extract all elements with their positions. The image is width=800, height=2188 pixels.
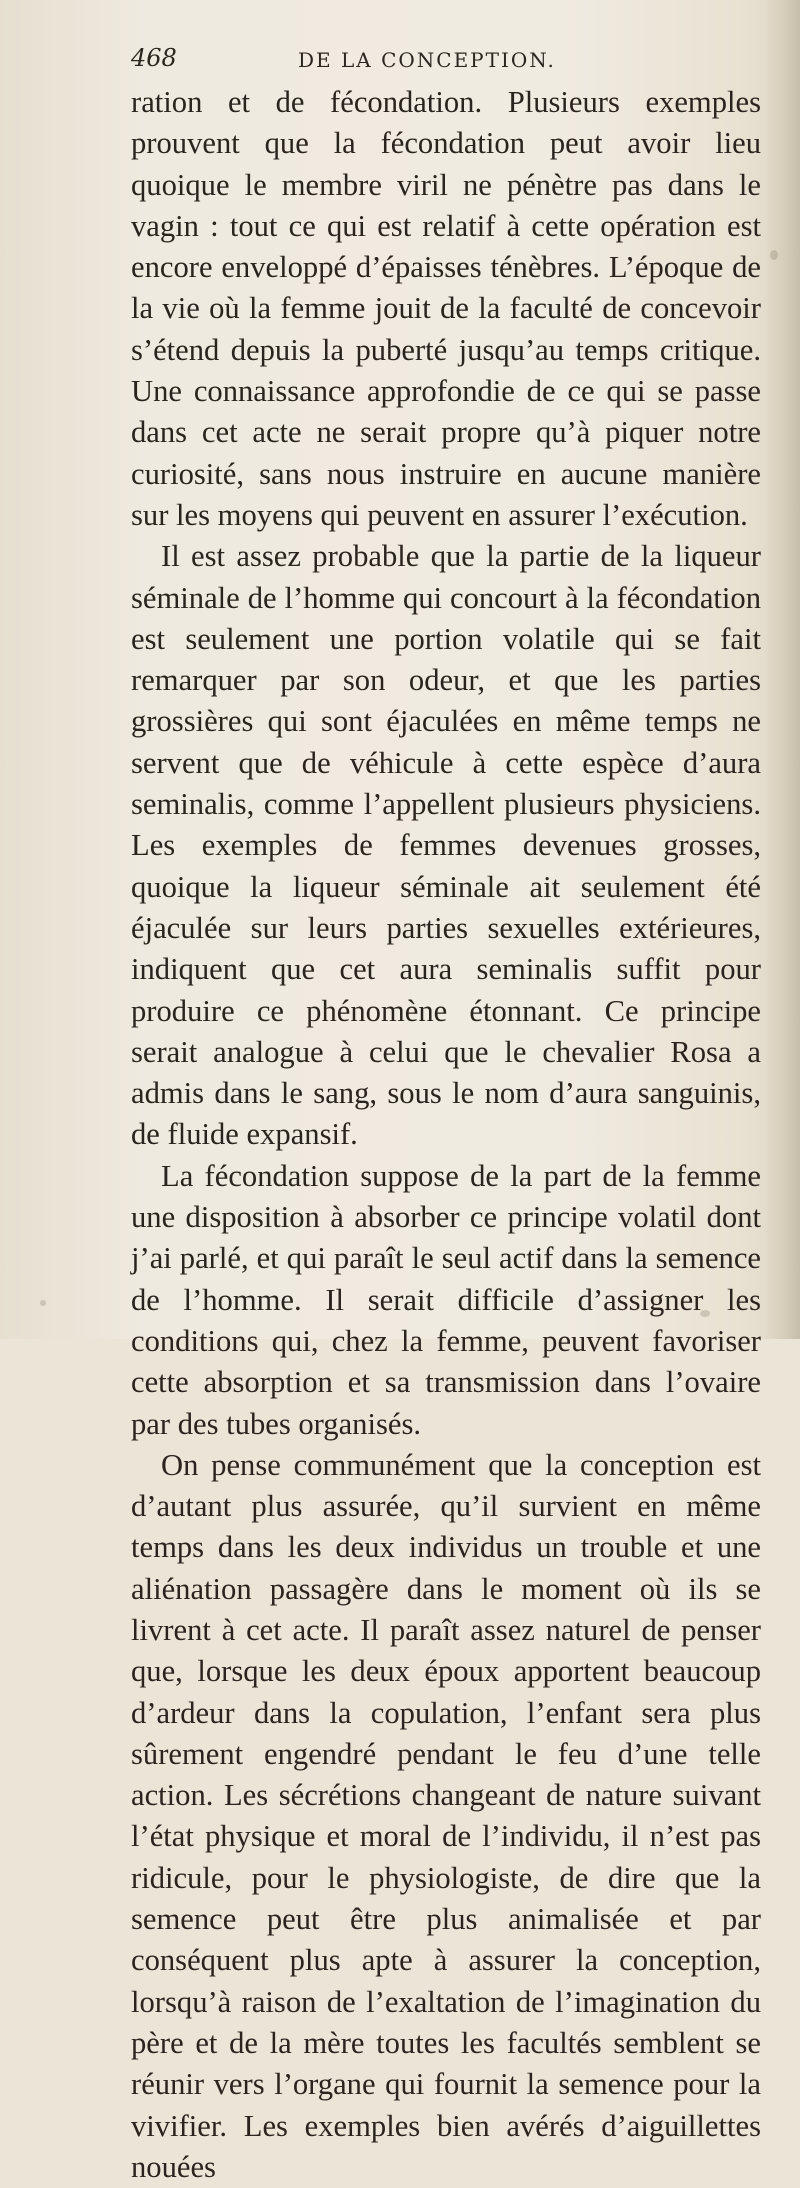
paragraph-2: Il est assez probable que la partie de la liqueur séminale de l’homme qui concourt à la fécondation est seulement une portion volatile qui se fait remarquer par son odeur, et que les parties grossières qui sont éjaculées en même temps ne servent que de véhicule à cette espèce d’aura seminalis, comme l’appellent plusieurs physiciens. Les exemples de femmes devenues grosses, quoique la liqueur séminale ait seulement été éjaculée sur leurs parties sexuelles extérieures, indiquent que cet aura seminalis suffit pour produire ce phénomène étonnant. Ce principe serait analogue à celui que le chevalier Rosa a admis dans le sang, sous le nom d’aura sanguinis, de fluide expansif. [131,539,761,1152]
running-title: DE LA CONCEPTION. [298,48,556,72]
paper-spot [770,250,778,260]
paper-spot [700,1310,710,1317]
paragraph-4: On pense communément que la conception est d’autant plus assurée, qu’il survient en même temps dans les deux individus un trouble et une aliénation passagère dans le moment où ils se livrent à cet acte. Il paraît assez naturel de penser que, lorsque les deux époux apportent beaucoup d’ardeur dans la copulation, l’enfant sera plus sûrement engendré pendant le feu d’une telle action. Les sécrétions changeant de nature suivant l’état physique et moral de l’individu, il n’est pas ridicule, pour le physiologiste, de dire que la semence peut être plus animalisée et par conséquent plus apte à assurer la conception, lorsqu’à raison de l’exaltation de l’imagination du père et de la mère toutes les facultés semblent se réunir vers l’organe qui fournit la semence pour la vivifier. Les exemples bien avérés d’aiguillettes nouées [131,1447,761,2184]
body-text [131,82,761,2188]
page-header [0,36,800,76]
paper-spot [40,1300,46,1306]
paragraph-3: La fécondation suppose de la part de la femme une disposition à absorber ce principe volatil dont j’ai parlé, et qui paraît le seul actif dans la semence de l’homme. Il serait difficile d’assigner les conditions qui, chez la femme, peuvent favoriser cette absorption et sa transmission dans l’ovaire par des tubes organisés. [131,1158,761,1441]
paragraph-1: ration et de fécondation. Plusieurs exemples prouvent que la fécondation peut avoir lieu quoique le membre viril ne pénètre pas dans le vagin : tout ce qui est relatif à cette opération est encore enveloppé d’épaisses ténèbres. L’époque de la vie où la femme jouit de la faculté de concevoir s’étend depuis la puberté jusqu’au temps critique. Une connaissance approfondie de ce qui se passe dans cet acte ne serait propre qu’à piquer notre curiosité, sans nous instruire en aucune manière sur les moyens qui peuvent en assurer l’exécution. [131,85,761,532]
page-edge-shadow [764,0,800,1339]
page-number: 468 [131,44,177,72]
